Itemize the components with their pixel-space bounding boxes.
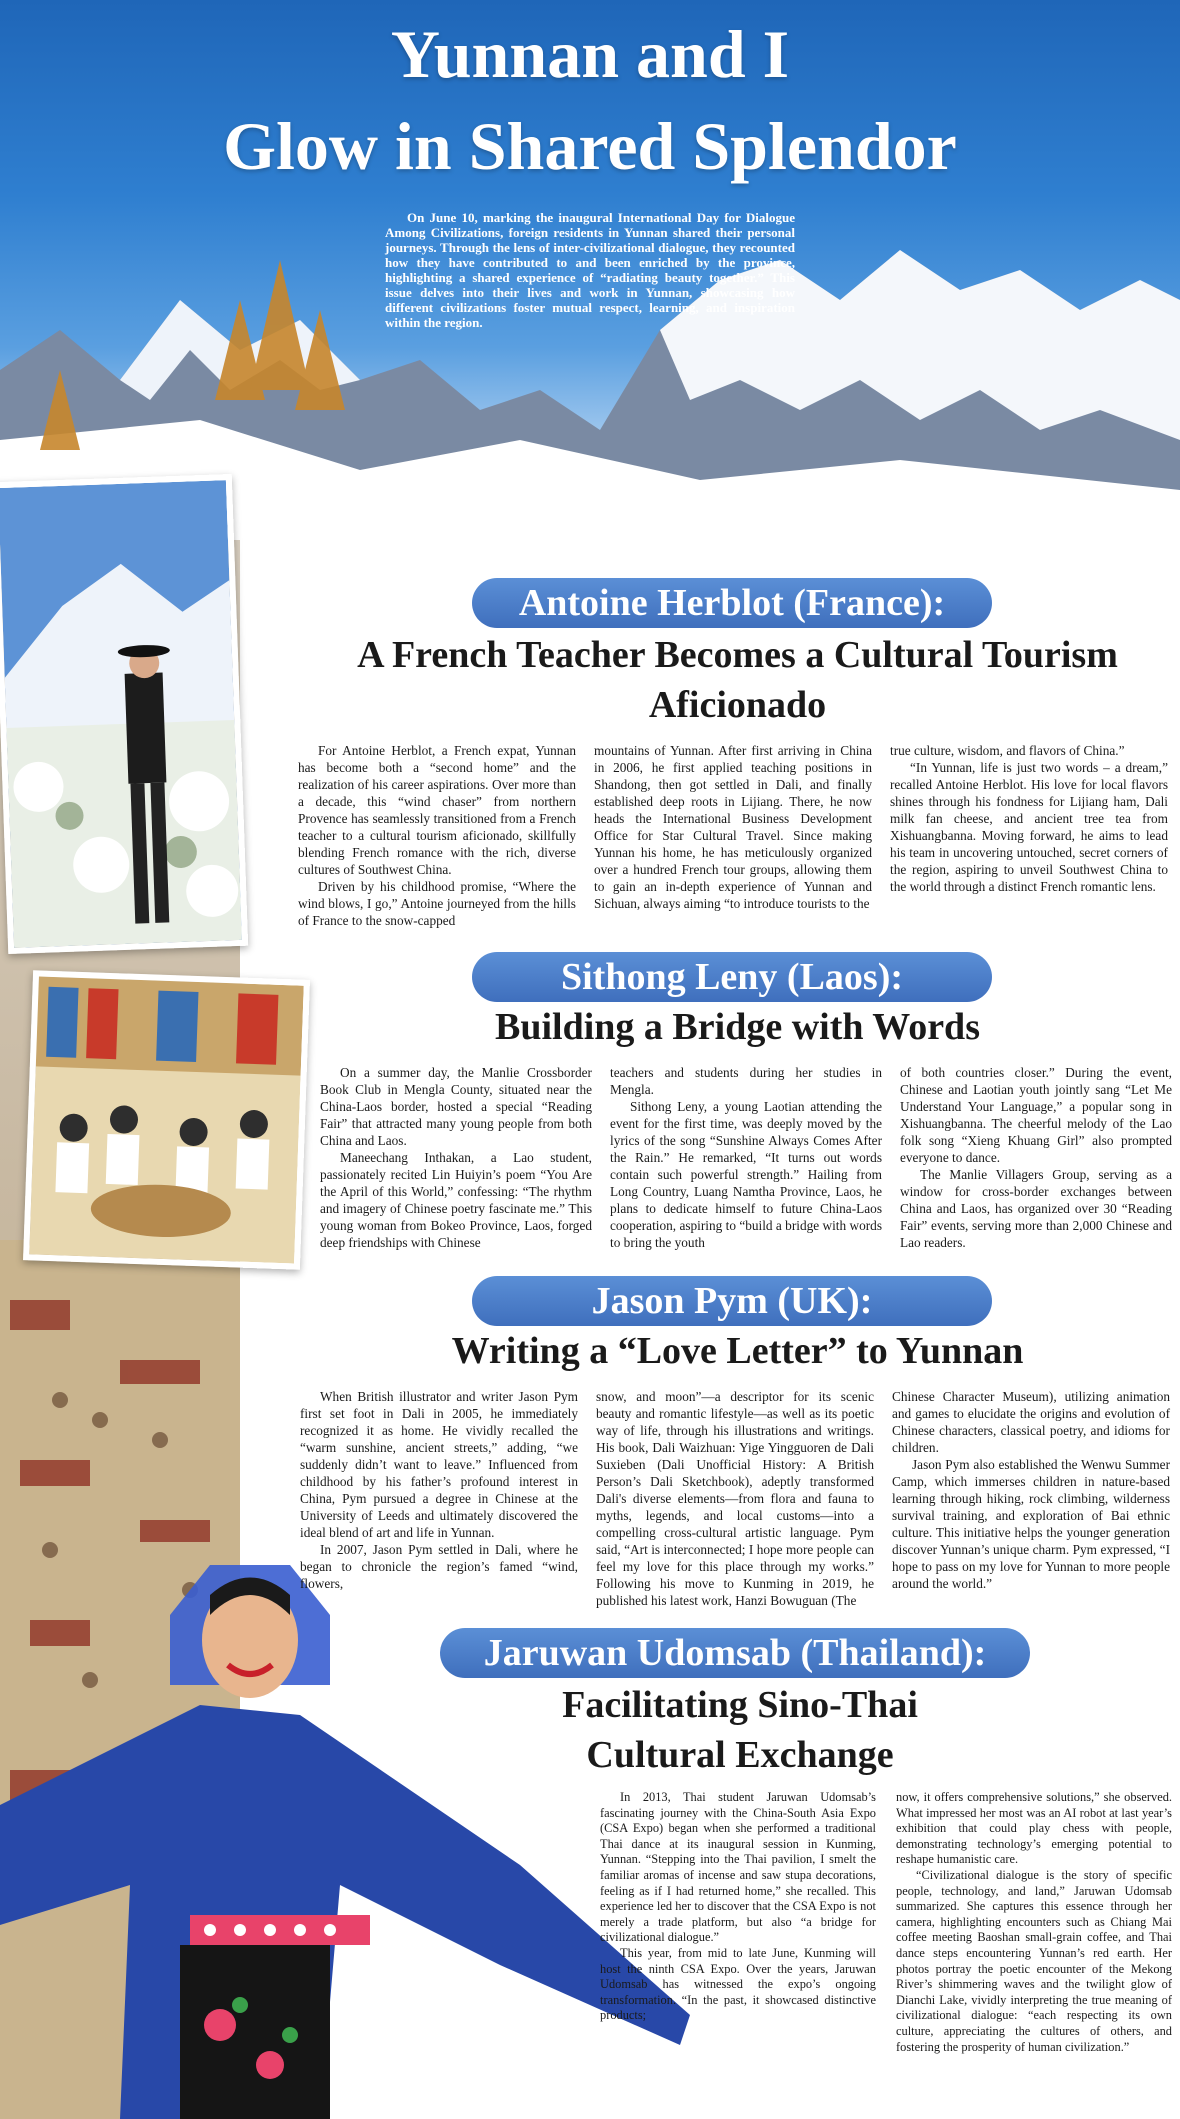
paragraph: Driven by his childhood promise, “Where the wind blows, I go,” Antoine journeyed from the hills of France to the snow-capped — [298, 879, 576, 928]
column-3 — [900, 1064, 1172, 1251]
intro-paragraph: On June 10, marking the inaugural International Day for Dialogue Among Civilizations, foreign residents in Yunnan shared their personal journeys. Through the lens of inter-civilizational dialogue, they recounted how they have contributed to and been enriched by the province, highlighting a shared experience of “radiating beauty together.” This issue delves into their lives and work in Yunnan, showcasing how different civilizations foster mutual respect, learning, and inspiration within the region. — [385, 210, 795, 330]
title-line-2: Glow in Shared Splendor — [223, 108, 957, 184]
paragraph: teachers and students during her studies in Mengla. — [610, 1065, 882, 1097]
paragraph: of both countries closer.” During the event, Chinese and Laotian youth jointly sang “Let Me Understand Your Language,” a popular song in Xishuangbanna. The cheerful melody of the Lao folk song “Xieng Khuang Girl” also prompted everyone to dance. — [900, 1065, 1172, 1165]
paragraph: For Antoine Herblot, a French expat, Yunnan has become both a “second home” and the realization of his career aspirations. Over more than a decade, this “wind chaser” from northern Provence has seamlessly transitioned from a French teacher to a cultural tourism aficionado, skillfully blending French romance with the rich, diverse cultures of Southwest China. — [298, 743, 576, 877]
paragraph: Sithong Leny, a young Laotian attending the event for the first time, was deeply moved by the lyrics of the song “Sunshine Always Comes After the Rain.” He remarked, “It turns out words contain such powerful strength.” Hailing from Long Country, Luang Namtha Province, Laos, he plans to dedicate himself to future China-Laos cooperation, aspiring to “build a bridge with words to bring the youth — [610, 1099, 882, 1250]
paragraph: This year, from mid to late June, Kunming will host the ninth CSA Expo. Over the years, Jaruwan Udomsab has witnessed the expo’s ongoing transformation. “In the past, it showcased distinctive products; — [600, 1945, 876, 2023]
title-line-1: Yunnan and I — [390, 16, 790, 92]
name-tag-sithong-leny: Sithong Leny (Laos): — [472, 952, 992, 1002]
photo-book-club — [23, 970, 310, 1269]
column-3 — [890, 742, 1168, 929]
name-tag-jason-pym: Jason Pym (UK): — [472, 1276, 992, 1326]
paragraph: “In Yunnan, life is just two words – a dream,” recalled Antoine Herblot. His love for local flavors shines through his fondness for Lijiang ham, Dali milk fan cheese, and ancient tree tea from Xishuangbanna. Moving forward, he aims to lead his team in uncovering untouched, secret corners of the region, aspiring to unveil Southwest China to the world through a distinct French romantic lens. — [890, 760, 1168, 894]
paragraph: The Manlie Villagers Group, serving as a window for cross-border exchanges between China and Laos, has organized over 30 “Reading Fair” events, serving more than 2,000 Chinese and Lao readers. — [900, 1167, 1172, 1250]
paragraph: On a summer day, the Manlie Crossborder Book Club in Mengla County, situated near the China-Laos border, hosted a special “Reading Fair” that attracted many young people from both China and Laos. — [320, 1065, 592, 1148]
photo-antoine-herblot — [0, 474, 248, 954]
paragraph: mountains of Yunnan. After first arriving in China in 2006, he first applied teaching positions in Shandong, then got settled in Dali, and finally established deep roots in Lijiang. There, he now heads the International Business Development Office for Star Cultural Travel. Since making Yunnan his home, he has meticulously organized over a hundred French tour groups, allowing them to gain an in-depth experience of Yunnan and Sichuan, always aiming “to introduce tourists to the — [594, 743, 872, 911]
paragraph: In 2013, Thai student Jaruwan Udomsab’s fascinating journey with the China-South Asia Expo (CSA Expo) began when she performed a traditional Thai dance at its inaugural session in Kunming, Yunnan. “Stepping into the Thai pavilion, I smelt the familiar aromas of incense and saw stupa decorations, feeling as if I had returned home,” she recalled. This experience led her to discover that the CSA Expo is not merely a trade platform, but also “a bridge for civilizational dialogue.” — [600, 1790, 876, 1945]
page-title — [0, 8, 1180, 192]
headline-line-1: Facilitating Sino-Thai — [562, 1684, 918, 1726]
article-antoine-herblot — [298, 742, 1170, 929]
column-2 — [596, 1388, 874, 1609]
paragraph: Chinese Character Museum), utilizing animation and games to elucidate the origins and evolution of Chinese characters, classical poetry, and idioms for children. — [892, 1389, 1170, 1455]
headline-line-2: Aficionado — [648, 684, 827, 726]
column-2 — [594, 742, 872, 929]
headline-line-1: A French Teacher Becomes a Cultural Tourism — [357, 634, 1118, 676]
headline-jason-pym: Writing a “Love Letter” to Yunnan — [451, 1330, 1024, 1372]
paragraph: “Civilizational dialogue is the story of specific people, technology, and land,” Jaruwan Udomsab summarized. She captures this essence through her camera, highlighting encounters such as Chiang Mai coffee meeting Baoshan small-grain coffee, and Thai dance steps encountering Yunnan’s red earth. Her photos portray the poetic encounter of the Mekong River’s shimmering waves and the twilight glow of Dianchi Lake, vividly interpreting the true meaning of civilizational dialogue: “each respecting its own culture, appreciating the cultures of others, and fostering the prosperity of human civilization.” — [896, 1867, 1172, 2054]
article-jason-pym — [300, 1388, 1172, 1609]
headline-antoine-herblot — [295, 630, 1180, 730]
column-1 — [300, 1388, 578, 1609]
paragraph: Maneechang Inthakan, a Lao student, passionately recited Lin Huiyin’s poem “You Are the April of this World,” confessing: “The rhythm and imagery of Chinese poetry fascinate me.” This young woman from Bokeo Province, Laos, forged deep friendships with Chinese — [320, 1150, 592, 1250]
paragraph: snow, and moon”—a descriptor for its scenic beauty and romantic lifestyle—as well as its poetic way of life, through his illustrations and writings. His book, Dali Waizhuan: Yige Yingguoren de Dali Suxieben (Dali Unofficial History: A British Person’s Dali Sketchbook), adeptly transformed Dali's diverse elements—from flora and fauna to myths, legends, and local customs—into a compelling cross-cultural artistic language. Pym said, “Art is interconnected; I hope more people can feel my love for this place through my works.” Following his move to Kunming in 2019, he published his latest work, Hanzi Bowuguan (The — [596, 1389, 874, 1608]
column-1 — [320, 1064, 592, 1251]
column-2 — [610, 1064, 882, 1251]
paragraph: Jason Pym also established the Wenwu Summer Camp, which immerses children in nature-based learning through hiking, rock climbing, wilderness survival training, and exploration of Bai ethnic culture. This initiative helps the younger generation discover Yunnan’s unique charm. Pym expressed, “I hope to pass on my love for Yunnan to more people around the world.” — [892, 1457, 1170, 1591]
paragraph: true culture, wisdom, and flavors of China.” — [890, 743, 1125, 758]
paragraph: In 2007, Jason Pym settled in Dali, where he began to chronicle the region’s famed “wind, flowers, — [300, 1542, 578, 1591]
headline-line-2: Cultural Exchange — [586, 1734, 894, 1776]
article-jaruwan-udomsab — [600, 1790, 1172, 2055]
column-1 — [298, 742, 576, 929]
column-1 — [600, 1790, 876, 2055]
name-tag-jaruwan-udomsab: Jaruwan Udomsab (Thailand): — [440, 1628, 1030, 1678]
name-tag-antoine-herblot: Antoine Herblot (France): — [472, 578, 992, 628]
headline-sithong-leny: Building a Bridge with Words — [495, 1006, 980, 1048]
article-sithong-leny — [320, 1064, 1172, 1251]
paragraph: now, it offers comprehensive solutions,” she observed. What impressed her most was an AI robot at last year’s exhibition that could play chess with people, demonstrating technology’s emerging potential to reshape humanistic care. — [896, 1790, 1172, 1867]
column-3 — [892, 1388, 1170, 1609]
headline-jaruwan-udomsab — [420, 1680, 1060, 1780]
paragraph: When British illustrator and writer Jason Pym first set foot in Dali in 2005, he immediately recognized it as home. He vividly recalled the “warm sunshine, ancient streets,” adding, “we suddenly didn’t want to leave.” Influenced from childhood by his father’s profound interest in China, Pym pursued a degree in Chinese at the University of Leeds and ultimately discovered the ideal blend of art and life in Yunnan. — [300, 1389, 578, 1540]
column-2 — [896, 1790, 1172, 2055]
